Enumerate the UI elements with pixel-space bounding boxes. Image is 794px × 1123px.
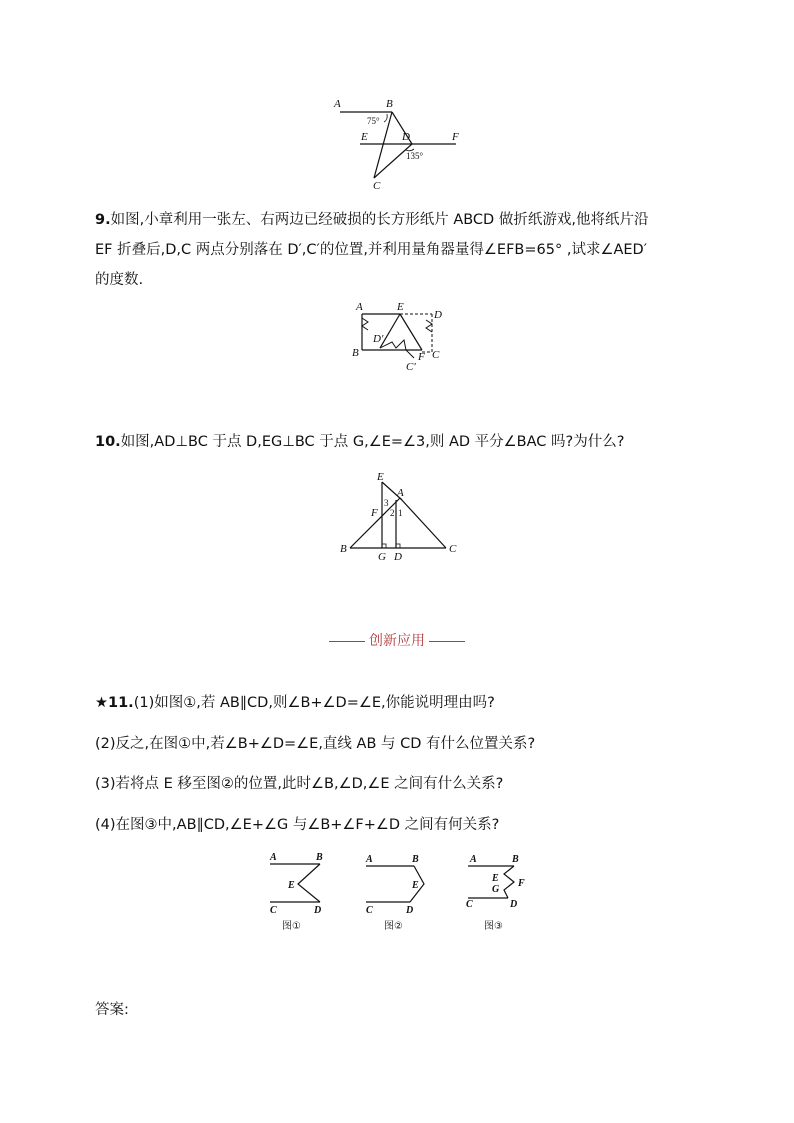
section-title: 创新应用 (369, 633, 425, 649)
question-11 (95, 683, 705, 845)
angle-75-label: 75° (367, 116, 380, 126)
q11-part-2: (2)反之,在图①中,若∠B+∠D=∠E,直线 AB 与 CD 有什么位置关系? (95, 735, 536, 752)
q9-label-Cprime: C′ (406, 361, 416, 373)
figure-q11-2 (360, 850, 440, 934)
q9-label-D: D (434, 309, 442, 321)
q9-label-B: B (352, 347, 359, 359)
q9-line-1 (95, 205, 705, 235)
q9-label-F: F (418, 351, 425, 363)
q10-label-E: E (377, 471, 384, 483)
angle-135-label: 135° (406, 151, 424, 161)
q10-angle-2: 2 (390, 508, 395, 518)
section-rule-right (429, 641, 465, 642)
q11-part-4: (4)在图③中,AB∥CD,∠E+∠G 与∠B+∠F+∠D 之间有何关系? (95, 816, 500, 833)
fig1-label-A: A (270, 852, 277, 863)
fig3-label-G: G (492, 884, 500, 895)
q11-part-1-text: (1)如图①,若 AB∥CD,则∠B+∠D=∠E,你能说明理由吗? (133, 695, 495, 711)
label-C: C (373, 180, 381, 192)
q9-line-3: 的度数. (95, 272, 144, 288)
q10-label-F: F (371, 507, 378, 519)
fig2-label-A: A (366, 854, 373, 865)
q11-number: ★11. (95, 695, 134, 711)
fig3-label-F: F (518, 878, 525, 889)
answer-label: 答案: (95, 1002, 129, 1018)
q10-angle-1: 1 (398, 508, 403, 518)
q9-label-A: A (356, 301, 363, 313)
fig2-label-C: C (366, 905, 373, 916)
figure-q11-3 (460, 850, 540, 934)
fig3-label-E: E (492, 873, 499, 884)
figure-q10 (334, 470, 464, 566)
q11-part-1 (95, 683, 705, 724)
label-D: D (402, 131, 410, 143)
section-rule-left (329, 641, 365, 642)
q11-part-3: (3)若将点 E 移至图②的位置,此时∠B,∠D,∠E 之间有什么关系? (95, 776, 504, 792)
fig3-caption: 图③ (484, 921, 503, 932)
fig2-label-D: D (406, 905, 414, 916)
fig2-label-E: E (412, 880, 419, 891)
fig3-label-C: C (466, 899, 473, 910)
figure-q9 (348, 298, 448, 376)
q10-label-G: G (378, 551, 386, 563)
fig1-label-B: B (316, 852, 323, 863)
q9-label-Dprime: D′ (373, 333, 384, 345)
label-F: F (452, 131, 459, 143)
section-heading (0, 630, 794, 650)
question-9 (95, 205, 705, 295)
fig1-caption: 图① (282, 921, 301, 932)
question-10 (95, 427, 705, 457)
q10-label-B: B (340, 543, 347, 555)
q10-label-D: D (394, 551, 402, 563)
fig2-caption: 图② (384, 921, 403, 932)
figure-q11-1 (262, 850, 334, 934)
label-B: B (386, 98, 393, 110)
q9-text-1: 如图,小章利用一张左、右两边已经破损的长方形纸片 ABCD 做折纸游戏,他将纸片沿 (110, 212, 649, 228)
fig1-label-D: D (314, 905, 322, 916)
q9-label-C: C (432, 349, 440, 361)
q10-angle-3: 3 (384, 498, 389, 508)
q9-label-E: E (397, 301, 404, 313)
fig3-label-B: B (512, 854, 519, 865)
fig3-label-A: A (470, 854, 477, 865)
q10-text: 如图,AD⊥BC 于点 D,EG⊥BC 于点 G,∠E=∠3,则 AD 平分∠BAC 吗?为什么? (120, 434, 625, 450)
figure-q8 (330, 96, 470, 196)
q10-number: 10. (95, 434, 121, 450)
q9-line-2: EF 折叠后,D,C 两点分别落在 D′,C′的位置,并利用量角器量得∠EFB=65° ,试求∠AED′ (95, 242, 647, 258)
fig1-label-E: E (288, 880, 295, 891)
fig1-label-C: C (270, 905, 277, 916)
label-A: A (334, 98, 341, 110)
q9-number: 9. (95, 212, 111, 228)
fig3-label-D: D (510, 899, 518, 910)
label-E: E (361, 131, 368, 143)
fig2-label-B: B (412, 854, 419, 865)
q10-label-C: C (449, 543, 457, 555)
q10-label-A: A (397, 487, 404, 499)
